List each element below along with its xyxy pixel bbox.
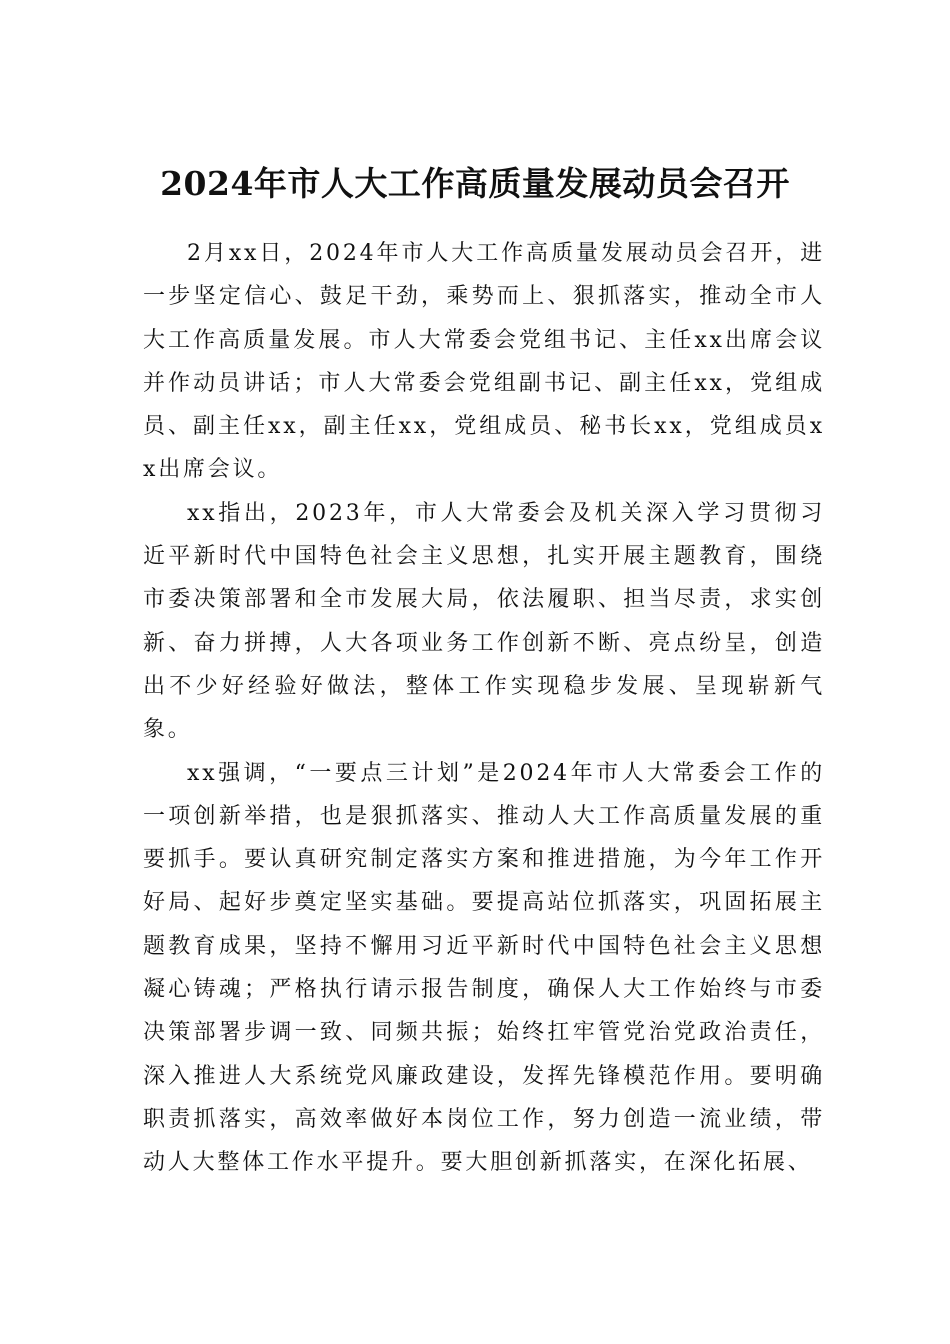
paragraph-3: xx强调，“一要点三计划”是2024年市人大常委会工作的一项创新举措，也是狠抓落实、推动人大工作高质量发展的重要抓手。要认真研究制定落实方案和推进措施，为今年工作开好局、起好步奠定坚实基础。要提高站位抓落实，巩固拓展主题教育成果，坚持不懈用习近平新时代中国特色社会主义思想凝心铸魂；严格执行请示报告制度，确保人大工作始终与市委决策部署步调一致、同频共振；始终扛牢管党治党政治责任，深入推进人大系统党风廉政建设，发挥先锋模范作用。要明确职责抓落实，高效率做好本岗位工作，努力创造一流业绩，带动人大整体工作水平提升。要大胆创新抓落实，在深化拓展、 [143, 760, 825, 1176]
document-title: 2024年市人大工作高质量发展动员会召开 [160, 164, 790, 204]
document-body [143, 232, 825, 1185]
paragraph-1: 2月xx日，2024年市人大工作高质量发展动员会召开，进一步坚定信心、鼓足干劲，乘势而上、狠抓落实，推动全市人大工作高质量发展。市人大常委会党组书记、主任xx出席会议并作动员讲话；市人大常委会党组副书记、副主任xx，党组成员、副主任xx，副主任xx，党组成员、秘书长xx，党组成员xx出席会议。 [143, 241, 825, 483]
paragraph-2: xx指出，2023年，市人大常委会及机关深入学习贯彻习近平新时代中国特色社会主义思想，扎实开展主题教育，围绕市委决策部署和全市发展大局，依法履职、担当尽责，求实创新、奋力拼搏，人大各项业务工作创新不断、亮点纷呈，创造出不少好经验好做法，整体工作实现稳步发展、呈现崭新气象。 [143, 500, 825, 743]
